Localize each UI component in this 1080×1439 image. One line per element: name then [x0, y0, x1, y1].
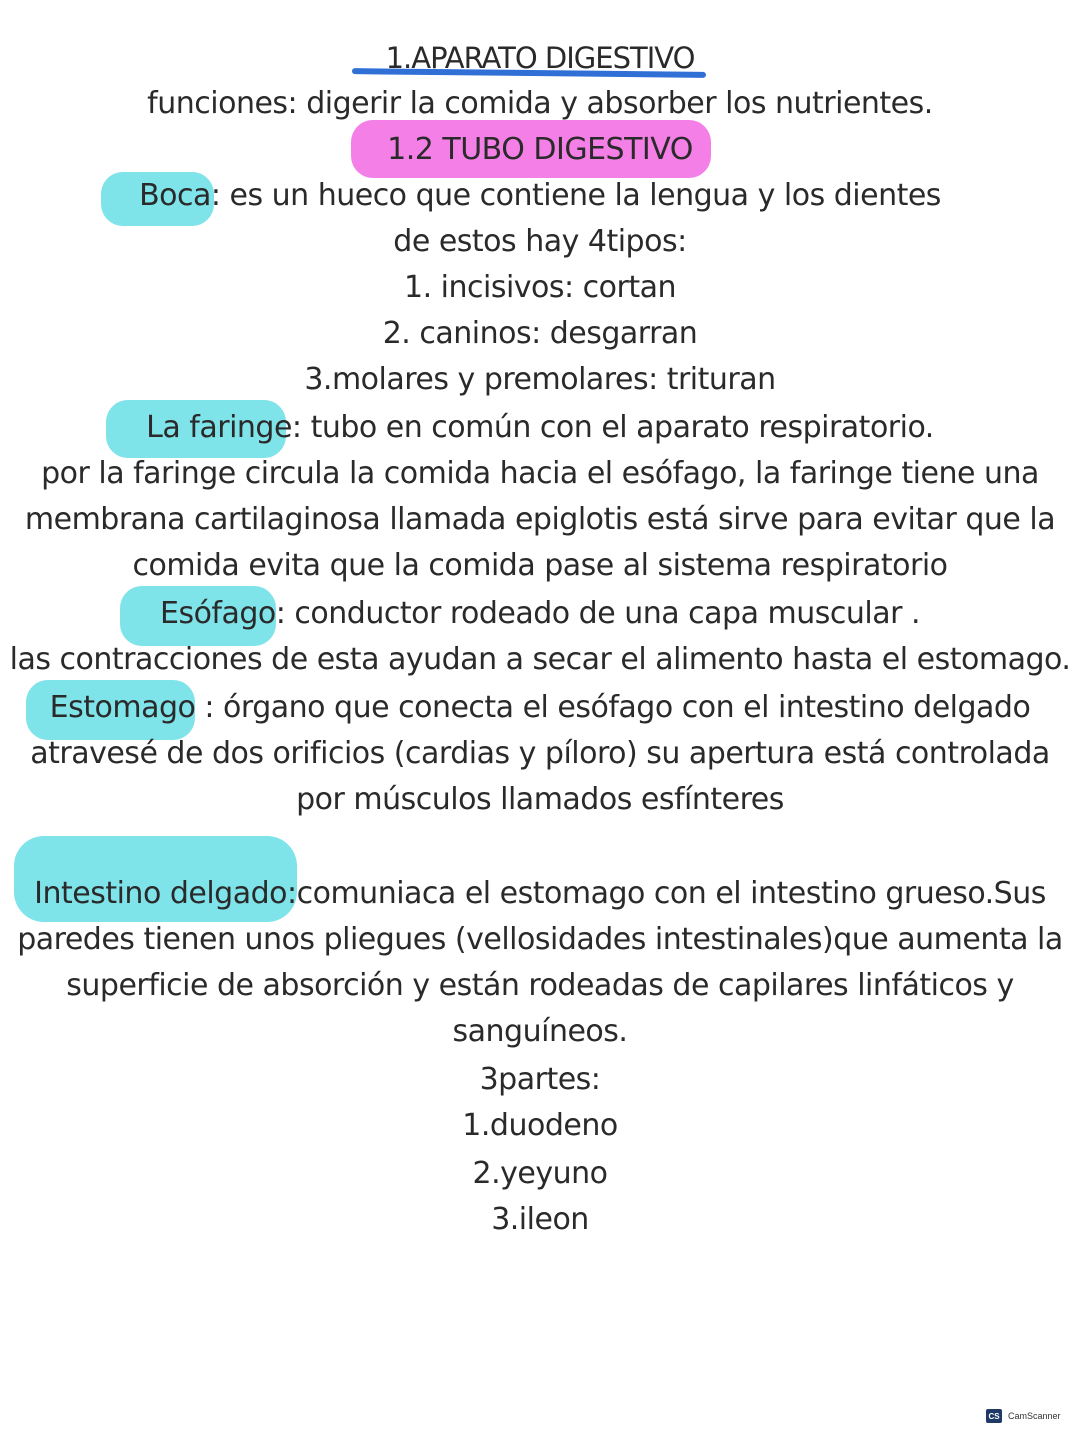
- functions-line: funciones: digerir la comida y absorber los nutrientes.: [147, 86, 933, 121]
- estomago-line: [0, 686, 1080, 730]
- faringe-text: : tubo en común con el aparato respiratorio.: [291, 410, 934, 445]
- intestino-part-1: 1.duodeno: [462, 1108, 618, 1143]
- intestino-text: comuniaca el estomago con el intestino grueso.Sus: [296, 876, 1046, 911]
- faringe-line-3: membrana cartilaginosa llamada epiglotis está sirve para evitar que la: [24, 502, 1056, 537]
- camscanner-watermark: [986, 1409, 1061, 1423]
- esofago-line-2: las contracciones de esta ayudan a secar el alimento hasta el estomago.: [9, 642, 1071, 677]
- teeth-item-1: 1. incisivos: cortan: [403, 270, 677, 305]
- intestino-line: [0, 872, 1080, 916]
- intestino-term: Intestino delgado:: [34, 872, 296, 916]
- boca-line-2: de estos hay 4tipos:: [393, 224, 687, 259]
- teeth-item-3: 3.molares y premolares: trituran: [304, 362, 776, 397]
- subtitle-line: [0, 128, 1080, 172]
- estomago-term: Estomago: [50, 686, 196, 730]
- estomago-line-2: atravesé de dos orificios (cardias y píloro) su apertura está controlada: [30, 736, 1050, 771]
- intestino-parts-heading: 3partes:: [479, 1062, 601, 1097]
- intestino-part-3: 3.ileon: [491, 1202, 589, 1237]
- camscanner-icon: CS: [986, 1409, 1002, 1423]
- intestino-line-2: paredes tienen unos pliegues (vellosidades intestinales)que aumenta la: [17, 922, 1063, 957]
- teeth-item-2: 2. caninos: desgarran: [382, 316, 698, 351]
- intestino-part-2: 2.yeyuno: [472, 1156, 608, 1191]
- page-title: 1.APARATO DIGESTIVO: [385, 41, 695, 75]
- faringe-line-4: comida evita que la comida pase al sistema respiratorio: [132, 548, 948, 583]
- intestino-line-3: superficie de absorción y están rodeadas de capilares linfáticos y: [66, 968, 1014, 1003]
- boca-term: Boca:: [139, 174, 220, 218]
- esofago-term: Esófago: [160, 592, 276, 636]
- faringe-line-2: por la faringe circula la comida hacia el esófago, la faringe tiene una: [41, 456, 1039, 491]
- estomago-line-3: por músculos llamados esfínteres: [296, 782, 784, 817]
- estomago-text: : órgano que conecta el esófago con el intestino delgado: [195, 690, 1031, 725]
- boca-line: [0, 174, 1080, 218]
- esofago-line: [0, 592, 1080, 636]
- faringe-line: [0, 406, 1080, 450]
- subtitle-highlight: 1.2 TUBO DIGESTIVO: [387, 128, 693, 172]
- faringe-term: La faringe: [146, 406, 292, 450]
- intestino-line-4: sanguíneos.: [452, 1014, 628, 1049]
- camscanner-label: CamScanner: [1008, 1411, 1061, 1421]
- esofago-text: : conductor rodeado de una capa muscular .: [275, 596, 920, 631]
- boca-text: es un hueco que contiene la lengua y los dientes: [220, 178, 941, 213]
